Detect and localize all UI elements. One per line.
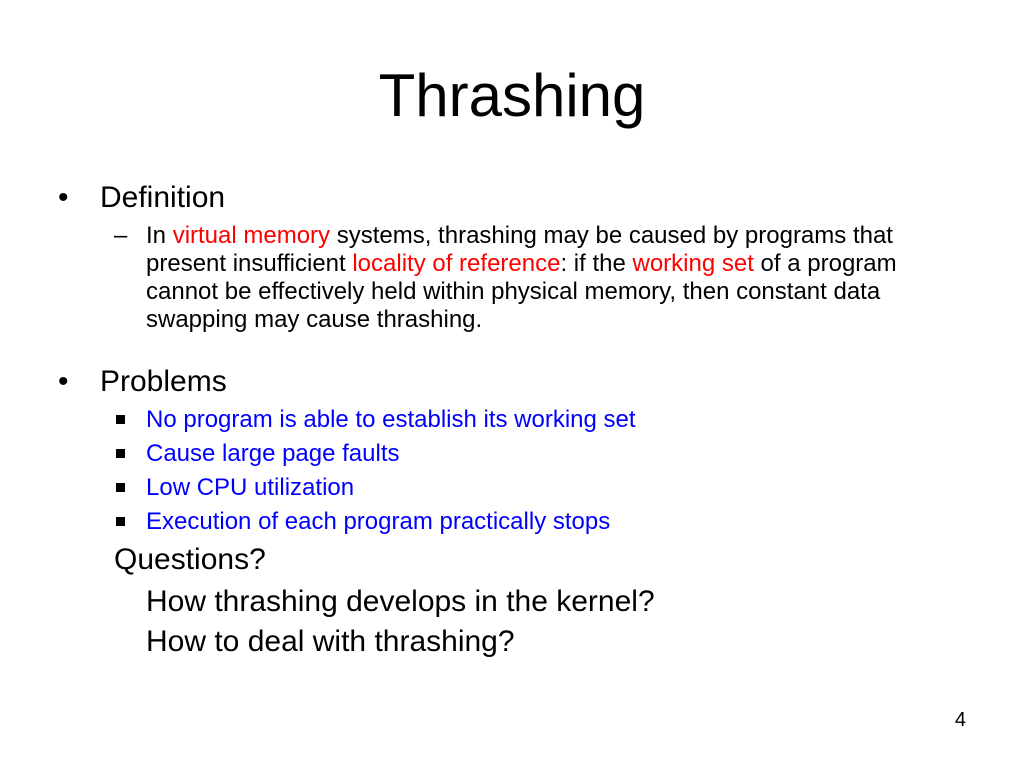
definition-label: Definition <box>100 181 226 214</box>
definition-text-part: In <box>146 222 173 249</box>
problems-label: Problems <box>100 365 227 398</box>
definition-text-part: systems, thrashing may be caused by programs that present insufficient <box>146 222 893 277</box>
problem-text: Low CPU utilization <box>146 474 355 501</box>
bullet-dot: • <box>58 365 69 398</box>
square-bullet-icon <box>116 415 125 424</box>
problem-text: No program is able to establish its working set <box>146 406 636 433</box>
square-bullet-icon <box>116 517 125 526</box>
term-locality-of-reference: locality of reference <box>352 250 561 277</box>
square-bullet-icon <box>116 483 125 492</box>
problem-text: Cause large page faults <box>146 440 400 467</box>
term-virtual-memory: virtual memory <box>172 222 331 249</box>
question-line: How thrashing develops in the kernel? <box>146 585 655 618</box>
bullet-dot: • <box>58 181 69 214</box>
questions-heading: Questions? <box>114 543 266 576</box>
problem-text: Execution of each program practically stops <box>146 508 611 535</box>
definition-text-part: : if the <box>560 250 633 277</box>
term-working-set: working set <box>632 250 754 277</box>
square-bullet-icon <box>116 449 125 458</box>
definition-text-part: of a program cannot be effectively held within physical memory, then constant data swapping may cause thrashing. <box>146 250 897 333</box>
slide-title: Thrashing <box>378 62 646 129</box>
dash-bullet: – <box>114 222 128 249</box>
question-line: How to deal with thrashing? <box>146 625 515 658</box>
definition-text <box>146 222 916 334</box>
page-number: 4 <box>954 709 966 731</box>
